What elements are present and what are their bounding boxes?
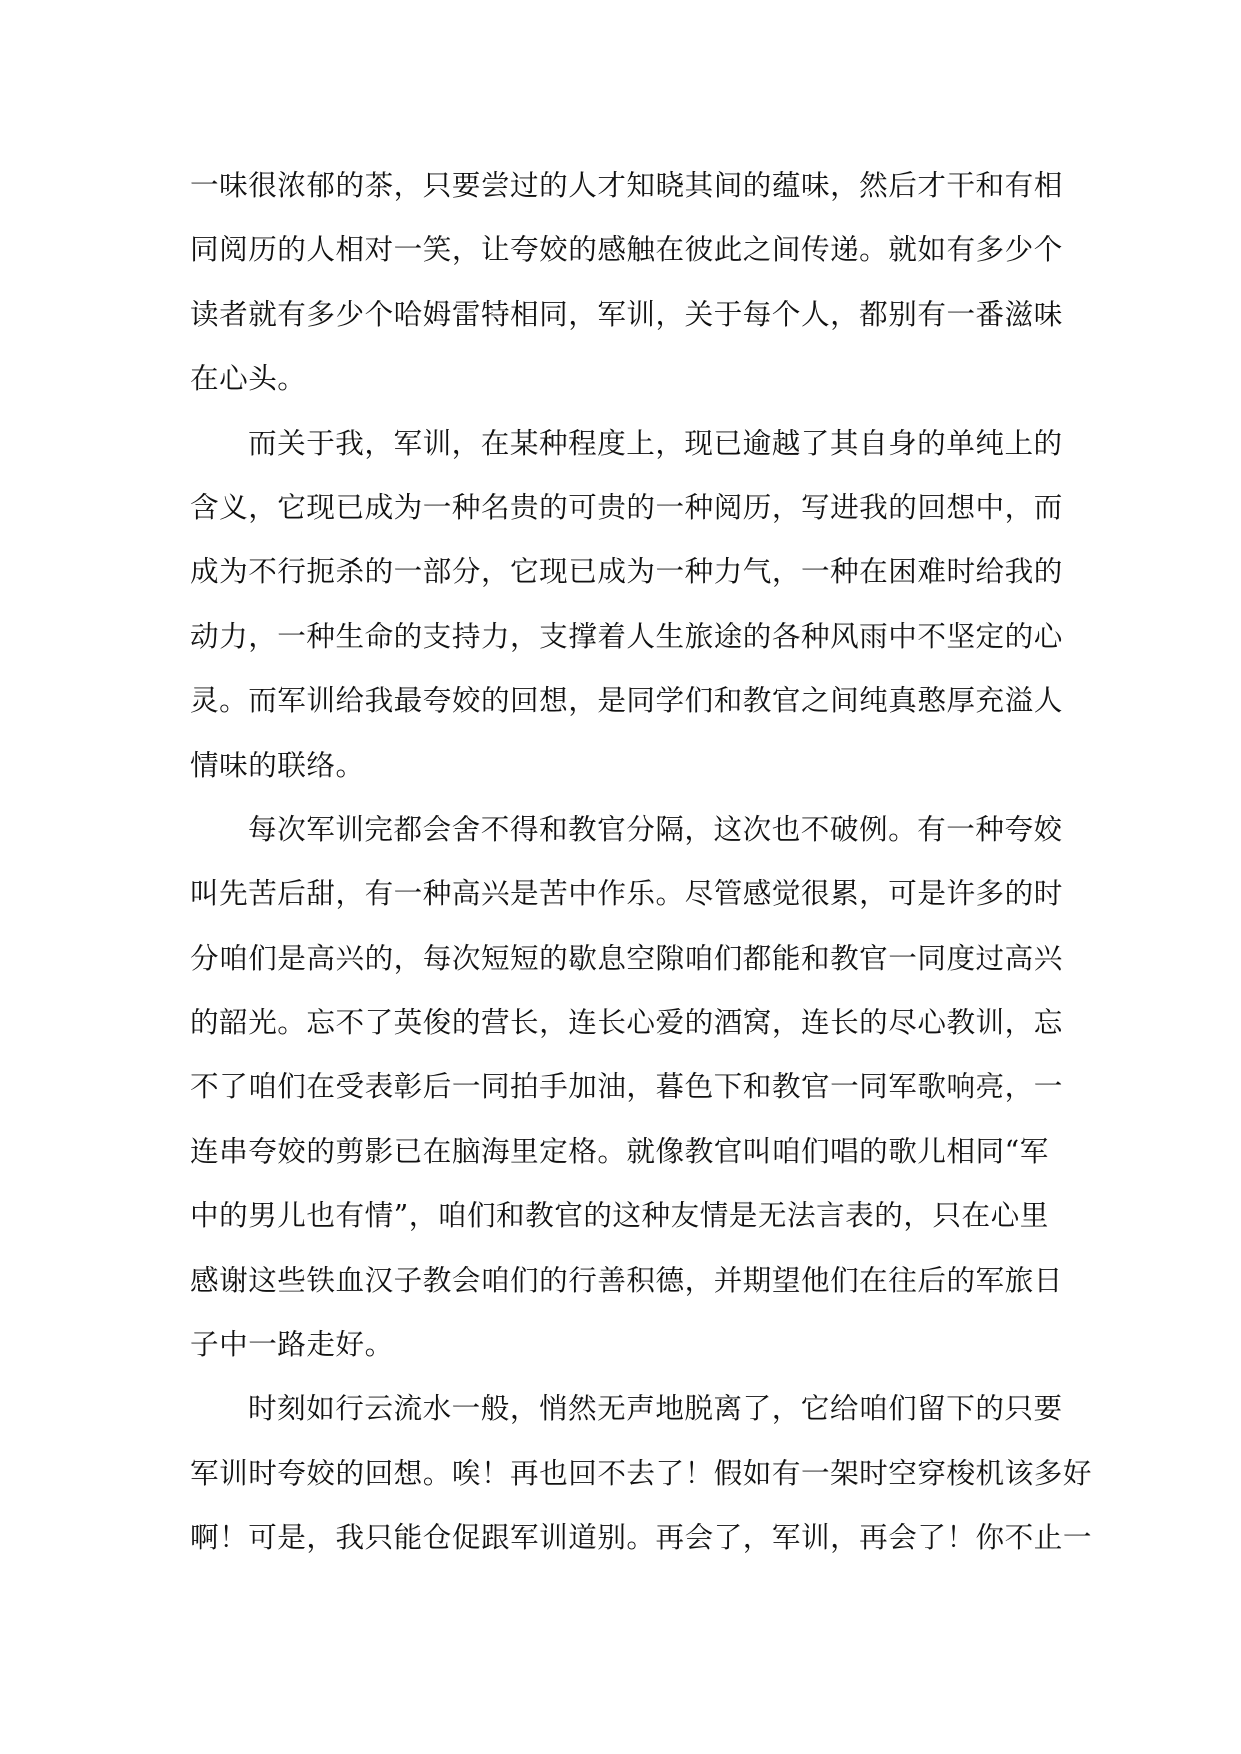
text-line: 子中一路走好。 (190, 1327, 394, 1362)
paragraph-first-line: 每次军训完都会舍不得和教官分隔，这次也不破例。有一种夸姣 (248, 811, 1063, 846)
text-line: 军训时夸姣的回想。唉！再也回不去了！假如有一架时空穿梭机该多好 (190, 1455, 1092, 1490)
text-line: 同阅历的人相对一笑，让夸姣的感触在彼此之间传递。就如有多少个 (190, 232, 1063, 267)
text-line: 中的男儿也有情”，咱们和教官的这种友情是无法言表的，只在心里 (190, 1198, 1049, 1233)
text-line: 含义，它现已成为一种名贵的可贵的一种阅历，写进我的回想中，而 (190, 489, 1063, 524)
text-line: 读者就有多少个哈姆雷特相同，军训，关于每个人，都别有一番滋味 (190, 296, 1063, 331)
text-line: 在心头。 (190, 361, 307, 396)
text-line: 情味的联络。 (190, 747, 365, 782)
text-line: 叫先苦后甜，有一种高兴是苦中作乐。尽管感觉很累，可是许多的时 (190, 876, 1063, 911)
text-line: 连串夸姣的剪影已在脑海里定格。就像教官叫咱们唱的歌儿相同“军 (190, 1133, 1049, 1168)
text-line: 灵。而军训给我最夸姣的回想，是同学们和教官之间纯真憨厚充溢人 (190, 683, 1063, 718)
document-body (190, 153, 1092, 1570)
text-line: 不了咱们在受表彰后一同拍手加油，暮色下和教官一同军歌响亮，一 (190, 1069, 1063, 1104)
text-line: 一味很浓郁的茶，只要尝过的人才知晓其间的蕴味，然后才干和有相 (190, 168, 1063, 202)
text-line: 啊！可是，我只能仓促跟军训道别。再会了，军训，再会了！你不止一 (190, 1520, 1092, 1555)
text-line: 成为不行扼杀的一部分，它现已成为一种力气，一种在困难时给我的 (190, 554, 1063, 589)
paragraph-first-line: 而关于我，军训，在某种程度上，现已逾越了其自身的单纯上的 (248, 425, 1063, 460)
text-line: 动力，一种生命的支持力，支撑着人生旅途的各种风雨中不坚定的心 (190, 618, 1063, 653)
text-line: 感谢这些铁血汉子教会咱们的行善积德，并期望他们在往后的军旅日 (190, 1262, 1063, 1297)
text-line: 的韶光。忘不了英俊的营长，连长心爱的酒窝，连长的尽心教训，忘 (190, 1005, 1063, 1040)
paragraph-first-line: 时刻如行云流水一般，悄然无声地脱离了，它给咱们留下的只要 (248, 1391, 1063, 1426)
text-line: 分咱们是高兴的，每次短短的歇息空隙咱们都能和教官一同度过高兴 (190, 940, 1063, 975)
